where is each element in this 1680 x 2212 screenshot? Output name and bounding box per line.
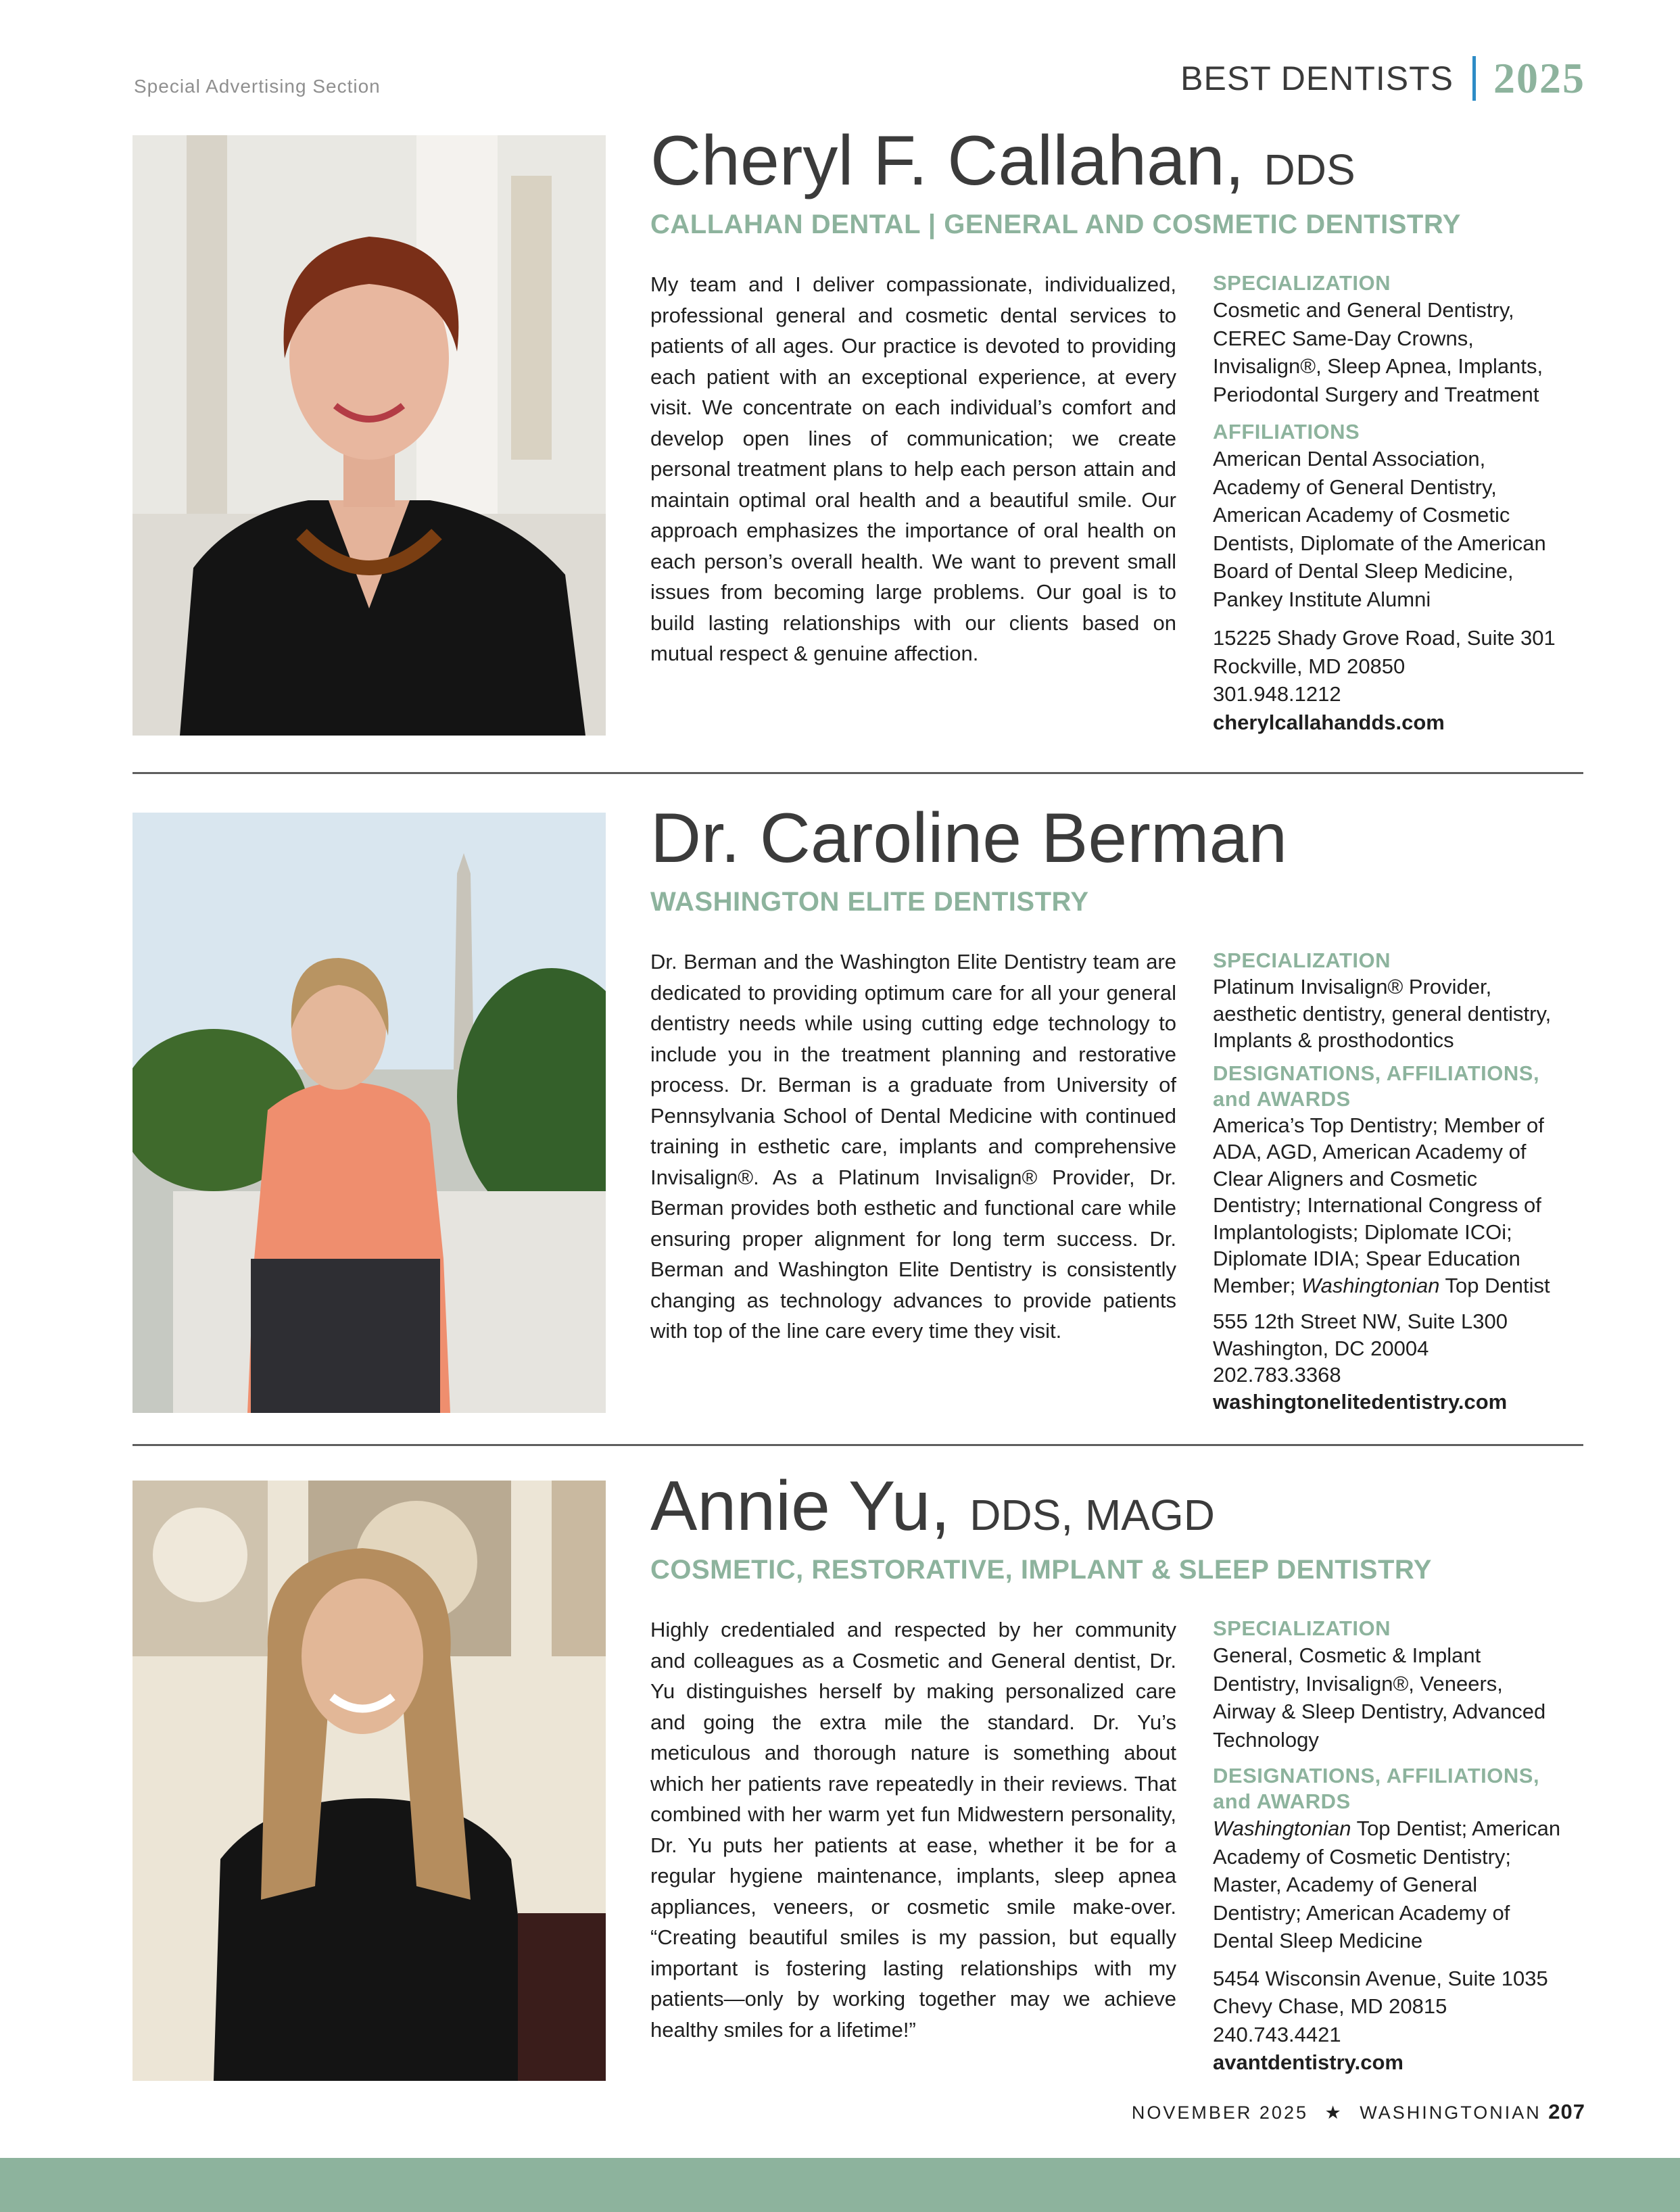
affiliation-line: Dentistry; American Academy of bbox=[1213, 1900, 1510, 1925]
address-line: Rockville, MD 20850 bbox=[1213, 654, 1406, 678]
website-link[interactable]: avantdentistry.com bbox=[1213, 2050, 1403, 2074]
practice-name: WASHINGTON ELITE DENTISTRY bbox=[650, 887, 1089, 917]
phone-number: 240.743.4421 bbox=[1213, 2022, 1341, 2046]
profile-bio: Dr. Berman and the Washington Elite Dentistry team are dedicated to providing optimum care for all your general dentistry needs while using cutting edge technology to include you in the treatment planning and restorative process. Dr. Berman is a graduate from University of Pennsylvania School of Dental Medicine with continued training in esthetic care, implants and comprehensive Invisalign®. As a Platinum Invisalign® Provider, Dr. Berman provides both esthetic and functional care while ensuring proper alignment for long term success. Dr. Berman and Washington Elite Dentistry is consistently changing as technology advances to provide patients with top of the line care every time they visit. bbox=[650, 950, 1176, 1343]
affiliation-line: Dentistry; International Congress of bbox=[1213, 1193, 1541, 1217]
profile-bio: Highly credentialed and respected by her community and colleagues as a Cosmetic and General dentist, Dr. Yu distinguishes herself by making personalized care and going the extra mile the standard. Dr. Yu’s meticulous and thorough nature is something about which her patients rave repeatedly in their reviews. That combined with her warm yet fun Midwestern personality, Dr. Yu puts her patients at ease, whether it be for a regular hygiene maintenance, implants, sleep apnea appliances, veneers, or cosmetic smile make-over. “Creating beautiful smiles is my passion, but equally important is fostering lasting relationships with my patients—only by working together may we achieve healthy smiles for a lifetime!” bbox=[650, 1618, 1176, 2042]
affiliation-line: Clear Aligners and Cosmetic bbox=[1213, 1166, 1478, 1191]
dentist-name: Dr. Caroline Berman bbox=[650, 799, 1288, 877]
address-line: Washington, DC 20004 bbox=[1213, 1336, 1429, 1360]
affiliation-line: Implantologists; Diplomate ICOi; bbox=[1213, 1220, 1512, 1244]
dentist-name: Cheryl F. Callahan, DDS bbox=[650, 122, 1355, 200]
affiliation-line: Academy of Cosmetic Dentistry; bbox=[1213, 1844, 1512, 1869]
affiliation-line: Board of Dental Sleep Medicine, bbox=[1213, 559, 1514, 583]
brand-year: 2025 bbox=[1493, 54, 1585, 102]
affiliation-line: Master, Academy of General bbox=[1213, 1873, 1478, 1896]
specialization-line: General, Cosmetic & Implant bbox=[1213, 1643, 1481, 1667]
specialization-line: Invisalign®, Sleep Apnea, Implants, bbox=[1213, 354, 1543, 378]
specialization-line: Airway & Sleep Dentistry, Advanced bbox=[1213, 1700, 1546, 1723]
phone-number: 202.783.3368 bbox=[1213, 1363, 1341, 1387]
affiliation-line: Academy of General Dentistry, bbox=[1213, 475, 1497, 499]
practice-name: COSMETIC, RESTORATIVE, IMPLANT & SLEEP DENTISTRY bbox=[650, 1555, 1432, 1585]
website-link[interactable]: washingtonelitedentistry.com bbox=[1213, 1389, 1508, 1414]
affiliation-line: Pankey Institute Alumni bbox=[1213, 587, 1431, 611]
affiliation-line: Diplomate IDIA; Spear Education bbox=[1213, 1247, 1520, 1270]
affiliations-heading: DESIGNATIONS, AFFILIATIONS, bbox=[1213, 1764, 1540, 1787]
profile-bio: My team and I deliver compassionate, individualized, professional general and cosmetic dental services to patients of all ages. Our practice is devoted to providing each patient with an exceptional experience, at every visit. We concentrate on each individual’s comfort and develop open lines of communication; we create personal treatment plans to help each person attain and maintain optimal oral health and a beautiful smile. Our approach emphasizes the importance of oral health on each person’s overall health. We want to prevent small issues from becoming large problems. Our goal is to build lasting relationships with our clients based on mutual respect & genuine affection. bbox=[650, 272, 1176, 665]
dentist-credentials: DDS, MAGD bbox=[969, 1491, 1215, 1539]
affiliation-line: Washingtonian Top Dentist; American bbox=[1213, 1817, 1561, 1840]
star-icon: ★ bbox=[1324, 2102, 1343, 2123]
address-line: 555 12th Street NW, Suite L300 bbox=[1213, 1309, 1508, 1333]
address-line: 15225 Shady Grove Road, Suite 301 bbox=[1213, 626, 1556, 650]
practice-name: CALLAHAN DENTAL | GENERAL AND COSMETIC DENTISTRY bbox=[650, 210, 1461, 239]
specialization-line: Dentistry, Invisalign®, Veneers, bbox=[1213, 1671, 1503, 1696]
address-line: Chevy Chase, MD 20815 bbox=[1213, 1994, 1447, 2018]
affiliation-line: American Dental Association, bbox=[1213, 447, 1486, 471]
specialization-line: aesthetic dentistry, general dentistry, bbox=[1213, 1001, 1552, 1026]
dentist-credentials: DDS bbox=[1264, 145, 1355, 194]
website-link[interactable]: cherylcallahandds.com bbox=[1213, 710, 1445, 734]
specialization-line: Technology bbox=[1213, 1727, 1319, 1752]
affiliations-heading: and AWARDS bbox=[1213, 1086, 1351, 1111]
specialization-heading: SPECIALIZATION bbox=[1213, 1616, 1391, 1640]
affiliations-heading: and AWARDS bbox=[1213, 1789, 1351, 1813]
bottom-color-band bbox=[0, 2158, 1680, 2212]
affiliation-line: Member; Washingtonian Top Dentist bbox=[1213, 1273, 1550, 1297]
specialization-heading: SPECIALIZATION bbox=[1213, 948, 1391, 972]
phone-number: 301.948.1212 bbox=[1213, 682, 1341, 706]
section-divider bbox=[133, 1444, 1583, 1446]
magazine-name: WASHINGTONIAN bbox=[1360, 2102, 1541, 2123]
affiliations-heading: DESIGNATIONS, AFFILIATIONS, bbox=[1213, 1061, 1540, 1085]
portrait-photo bbox=[133, 1481, 606, 2081]
page-footer bbox=[1132, 2100, 1585, 2124]
profile-details bbox=[1213, 948, 1591, 1415]
affiliation-line: American Academy of Cosmetic bbox=[1213, 503, 1510, 527]
section-brand bbox=[1180, 51, 1585, 105]
section-divider bbox=[133, 772, 1583, 774]
affiliation-line: Dentists, Diplomate of the American bbox=[1213, 531, 1546, 555]
specialization-heading: SPECIALIZATION bbox=[1213, 271, 1391, 295]
page-number: 207 bbox=[1548, 2100, 1585, 2123]
specialization-line: Platinum Invisalign® Provider, bbox=[1213, 975, 1492, 999]
dentist-name: Annie Yu, DDS, MAGD bbox=[650, 1467, 1215, 1545]
brand-title: BEST DENTISTS bbox=[1180, 59, 1454, 97]
affiliation-line: Dental Sleep Medicine bbox=[1213, 1929, 1423, 1952]
portrait-photo bbox=[133, 135, 606, 736]
brand-divider bbox=[1472, 56, 1476, 101]
specialization-line: Cosmetic and General Dentistry, bbox=[1213, 298, 1514, 322]
specialization-line: Periodontal Surgery and Treatment bbox=[1213, 382, 1539, 406]
address-line: 5454 Wisconsin Avenue, Suite 1035 bbox=[1213, 1966, 1548, 1990]
affiliation-line: America’s Top Dentistry; Member of bbox=[1213, 1113, 1544, 1137]
portrait-photo bbox=[133, 813, 606, 1413]
specialization-line: Implants & prosthodontics bbox=[1213, 1028, 1454, 1052]
issue-date: NOVEMBER 2025 bbox=[1131, 2102, 1308, 2123]
section-label: Special Advertising Section bbox=[134, 76, 381, 97]
affiliations-heading: AFFILIATIONS bbox=[1213, 420, 1360, 443]
profile-details bbox=[1213, 270, 1591, 736]
profile-details bbox=[1213, 1616, 1591, 2077]
specialization-line: CEREC Same-Day Crowns, bbox=[1213, 326, 1474, 350]
affiliation-line: ADA, AGD, American Academy of bbox=[1213, 1140, 1527, 1163]
